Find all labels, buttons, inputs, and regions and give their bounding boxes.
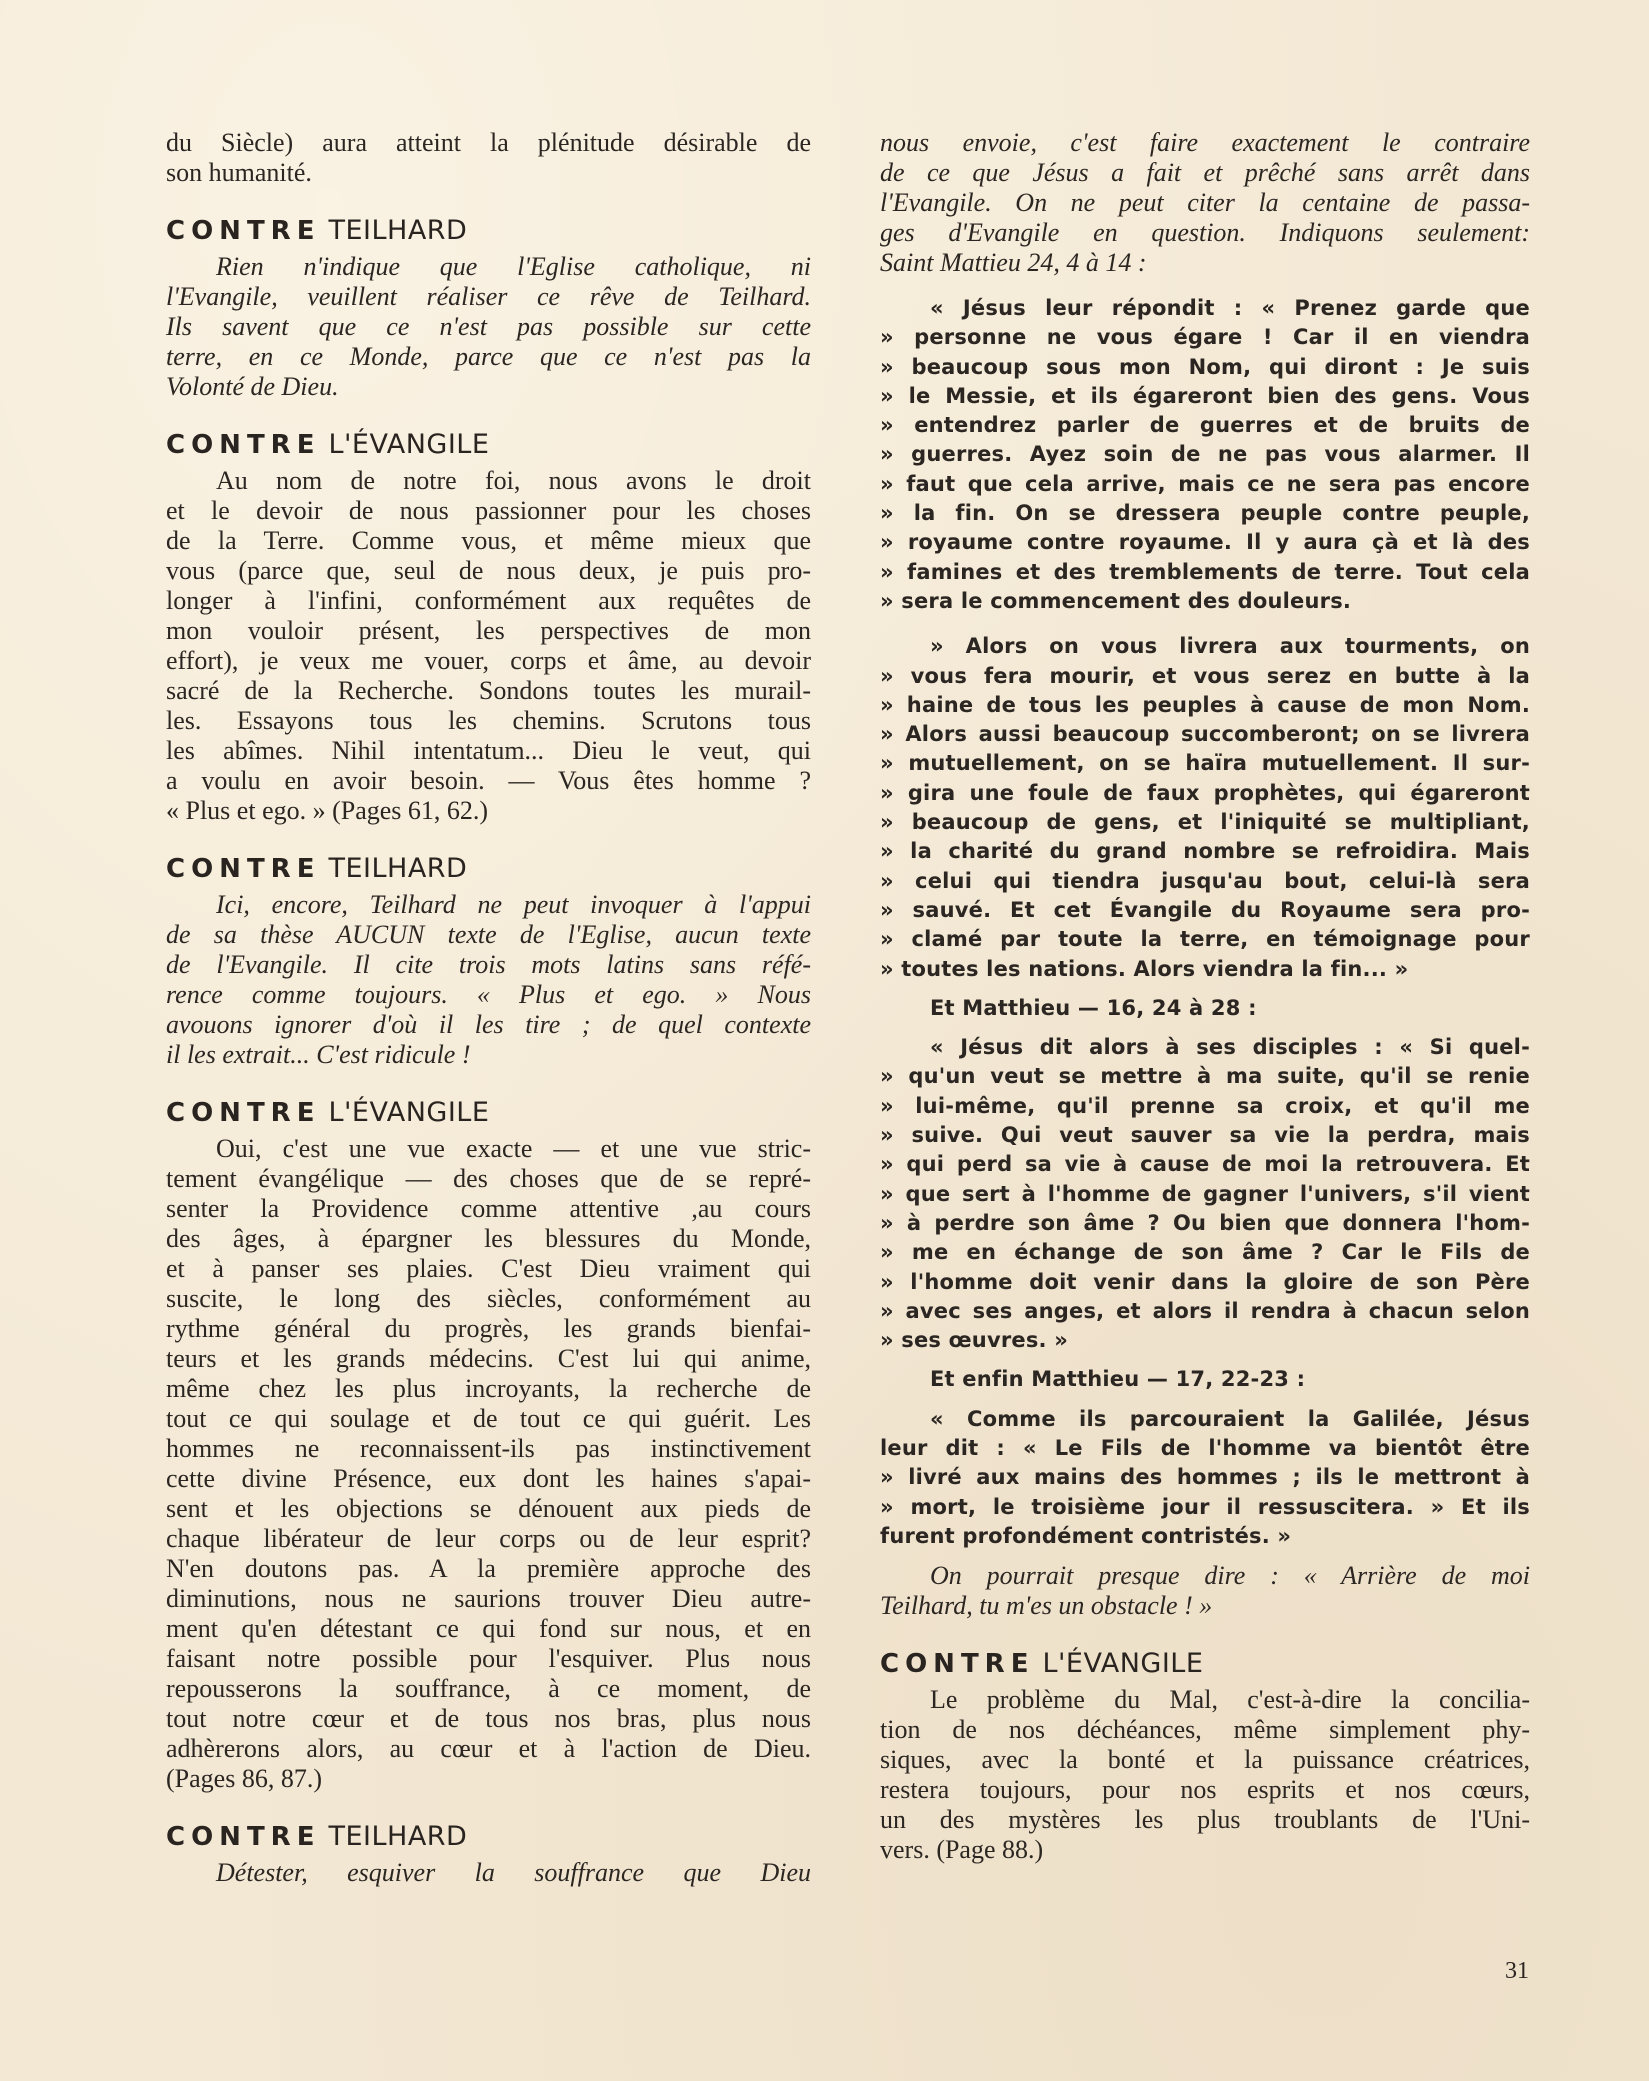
text-line: » lui-même, qu'il prenne sa croix, et qu'il me <box>880 1093 1530 1118</box>
text-line: » mort, le troisième jour il ressuscitera. » Et ils <box>880 1494 1530 1519</box>
heading-keyword: CONTRE <box>880 1649 1035 1680</box>
scripture-reference <box>880 1365 1530 1394</box>
heading-keyword: CONTRE <box>166 430 321 460</box>
text-line: Oui, c'est une vue exacte — et une vue stric- <box>216 1134 811 1163</box>
text-line: ment qu'en détestant ce qui fond sur nous, et en <box>166 1614 811 1643</box>
text-line: » à perdre son âme ? Ou bien que donnera l'hom- <box>880 1210 1530 1235</box>
text-line: Au nom de notre foi, nous avons le droit <box>216 466 811 495</box>
text-line: On pourrait presque dire : « Arrière de moi <box>930 1561 1530 1591</box>
text-line: » qu'un veut se mettre à ma suite, qu'il se renie <box>880 1064 1530 1089</box>
text-line: tout notre cœur et de tous nos bras, plus nous <box>166 1704 811 1733</box>
section-body <box>166 1858 811 1888</box>
text-line: il les extrait... C'est ridicule ! <box>166 1040 471 1069</box>
text-line: tement évangélique — des choses que de se repré- <box>166 1164 811 1193</box>
text-line: » livré aux mains des hommes ; ils le mettront à <box>880 1465 1530 1490</box>
text-line: l'Evangile. On ne peut citer la centaine de passa- <box>880 188 1530 217</box>
text-line: leur dit : « Le Fils de l'homme va bientôt être <box>880 1435 1530 1460</box>
text-line: » que sert à l'homme de gagner l'univers, s'il vient <box>880 1181 1530 1206</box>
text-line: » royaume contre royaume. Il y aura çà et là des <box>880 530 1530 555</box>
text-line: » le Messie, et ils égareront bien des gens. Vous <box>880 383 1530 408</box>
heading-target: L'ÉVANGILE <box>328 429 490 460</box>
scripture-quote <box>880 294 1530 616</box>
heading-target: TEILHARD <box>328 853 468 884</box>
text-line: Ici, encore, Teilhard ne peut invoquer à l'appui <box>216 890 811 919</box>
text-line: rythme général du progrès, les grands bienfai- <box>166 1314 811 1343</box>
text-line: Saint Mattieu 24, 4 à 14 : <box>880 248 1147 277</box>
text-line: vers. (Page 88.) <box>880 1835 1044 1865</box>
text-line: furent profondément contristés. » <box>880 1523 1292 1548</box>
text-line: (Pages 86, 87.) <box>166 1764 322 1793</box>
text-line: terre, en ce Monde, parce que ce n'est pas la <box>166 342 811 371</box>
continuation-paragraph <box>880 128 1530 278</box>
text-line: » ses œuvres. » <box>880 1328 1069 1353</box>
text-line: les abîmes. Nihil intentatum... Dieu le veut, qui <box>166 736 811 765</box>
section-heading <box>880 1647 1530 1681</box>
text-line: sacré de la Recherche. Sondons toutes les murail- <box>166 676 811 705</box>
text-line: » Alors aussi beaucoup succomberont; on se livrera <box>880 722 1530 747</box>
text-line: rence comme toujours. « Plus et ego. » Nous <box>166 980 811 1009</box>
text-line: et à panser ses plaies. C'est Dieu vraiment qui <box>166 1254 811 1283</box>
text-line: effort), je veux me vouer, corps et âme, au devoir <box>166 646 811 675</box>
text-line: » me en échange de son âme ? Car le Fils de <box>880 1240 1530 1265</box>
section-body <box>166 466 811 826</box>
text-line: « Jésus leur répondit : « Prenez garde que <box>930 296 1530 320</box>
text-line: a voulu en avoir besoin. — Vous êtes homme ? <box>166 766 811 795</box>
text-line: restera toujours, pour nos esprits et nos cœurs, <box>880 1775 1530 1805</box>
text-line: Rien n'indique que l'Eglise catholique, ni <box>216 252 811 281</box>
text-line: » entendrez parler de guerres et de bruits de <box>880 413 1530 438</box>
text-line: Ils savent que ce n'est pas possible sur cette <box>166 312 811 341</box>
text-line: » la fin. On se dressera peuple contre peuple, <box>880 501 1530 526</box>
text-line: longer à l'infini, conformément aux requêtes de <box>166 586 811 615</box>
text-line: adhèrerons alors, au cœur et à l'action de Dieu. <box>166 1734 811 1763</box>
text-line: faisant notre possible pour l'esquiver. Plus nous <box>166 1644 811 1673</box>
section-heading <box>166 852 811 886</box>
section-heading <box>166 428 811 462</box>
heading-target: L'ÉVANGILE <box>1042 1648 1204 1680</box>
text-line: » beaucoup sous mon Nom, qui diront : Je suis <box>880 354 1530 379</box>
text-line: » sera le commencement des douleurs. <box>880 588 1352 613</box>
section-heading <box>166 1820 811 1854</box>
text-line: suscite, le long des siècles, conformément au <box>166 1284 811 1313</box>
text-line: nous envoie, c'est faire exactement le contraire <box>880 128 1530 157</box>
text-line: » sauvé. Et cet Évangile du Royaume sera pro- <box>880 897 1530 922</box>
text-line: des âges, à épargner les blessures du Monde, <box>166 1224 811 1253</box>
text-line: teurs et les grands médecins. C'est lui qui anime, <box>166 1344 811 1373</box>
text-line: « Comme ils parcouraient la Galilée, Jésus <box>930 1406 1530 1431</box>
text-line: de l'Evangile. Il cite trois mots latins sans réfé- <box>166 950 811 979</box>
text-line: Détester, esquiver la souffrance que Dieu <box>216 1858 811 1887</box>
text-line: » beaucoup de gens, et l'iniquité se multipliant, <box>880 810 1530 835</box>
text-line: avouons ignorer d'où il les tire ; de quel contexte <box>166 1010 811 1039</box>
text-line: mon vouloir présent, les perspectives de mon <box>166 616 811 645</box>
text-line: siques, avec la bonté et la puissance créatrices, <box>880 1745 1530 1775</box>
text-line: Volonté de Dieu. <box>166 372 339 401</box>
text-line: de ce que Jésus a fait et prêché sans arrêt dans <box>880 158 1530 187</box>
text-line: Le problème du Mal, c'est-à-dire la concilia- <box>930 1685 1530 1715</box>
text-line: les. Essayons tous les chemins. Scrutons tous <box>166 706 811 735</box>
heading-target: TEILHARD <box>328 1821 468 1852</box>
text-line: » la charité du grand nombre se refroidira. Mais <box>880 839 1530 864</box>
section-body <box>166 890 811 1070</box>
text-line: » Alors on vous livrera aux tourments, on <box>930 634 1530 659</box>
text-line: senter la Providence comme attentive ,au cours <box>166 1194 811 1223</box>
text-line: chaque libérateur de leur corps ou de leur esprit? <box>166 1524 811 1553</box>
text-line: » faut que cela arrive, mais ce ne sera pas encore <box>880 471 1530 496</box>
section-body <box>166 1134 811 1794</box>
intro-paragraph <box>166 128 811 188</box>
page-number: 31 <box>1505 1958 1529 1984</box>
text-line: » qui perd sa vie à cause de moi la retrouvera. Et <box>880 1152 1530 1177</box>
right-column <box>880 128 1530 1865</box>
section-body <box>166 252 811 402</box>
text-line: Et Matthieu — 16, 24 à 28 : <box>930 995 1257 1020</box>
text-line: « Jésus dit alors à ses disciples : « Si quel- <box>930 1035 1530 1060</box>
text-line: N'en doutons pas. A la première approche des <box>166 1554 811 1583</box>
text-line: » suive. Qui veut sauver sa vie la perdra, mais <box>880 1123 1530 1148</box>
text-line: » personne ne vous égare ! Car il en viendra <box>880 325 1530 350</box>
text-line: tout ce qui soulage et de tout ce qui guérit. Les <box>166 1404 811 1433</box>
text-line: » l'homme doit venir dans la gloire de son Père <box>880 1269 1530 1294</box>
text-line: » famines et des tremblements de terre. Tout cela <box>880 559 1530 584</box>
left-column <box>166 128 811 1888</box>
scripture-quote <box>880 1405 1530 1551</box>
heading-keyword: CONTRE <box>166 1098 321 1128</box>
text-line: du Siècle) aura atteint la plénitude désirable de <box>166 128 811 157</box>
text-line: hommes ne reconnaissent-ils pas instinctivement <box>166 1434 811 1463</box>
section-heading <box>166 1096 811 1130</box>
text-line: vous (parce que, seul de nous deux, je puis pro- <box>166 556 811 585</box>
text-line: sent et les objections se dénouent aux pieds de <box>166 1494 811 1523</box>
heading-keyword: CONTRE <box>166 1822 321 1852</box>
text-line: » gira une foule de faux prophètes, qui égareront <box>880 780 1530 805</box>
text-line: » guerres. Ayez soin de ne pas vous alarmer. Il <box>880 442 1530 467</box>
text-line: repousserons la souffrance, à ce moment, de <box>166 1674 811 1703</box>
text-line: même chez les plus incroyants, la recherche de <box>166 1374 811 1403</box>
text-line: Et enfin Matthieu — 17, 22-23 : <box>930 1367 1306 1392</box>
text-line: » mutuellement, on se haïra mutuellement. Il sur- <box>880 751 1530 776</box>
heading-target: L'ÉVANGILE <box>328 1097 490 1128</box>
section-heading <box>166 214 811 248</box>
text-line: Teilhard, tu m'es un obstacle ! » <box>880 1591 1213 1621</box>
text-line: » toutes les nations. Alors viendra la fin... » <box>880 956 1409 981</box>
text-line: » clamé par toute la terre, en témoignage pour <box>880 927 1530 952</box>
text-line: un des mystères les plus troublants de l'Uni- <box>880 1805 1530 1835</box>
text-line: diminutions, nous ne saurions trouver Dieu autre- <box>166 1584 811 1613</box>
heading-keyword: CONTRE <box>166 854 321 884</box>
text-line: son humanité. <box>166 158 312 187</box>
section-body <box>880 1685 1530 1865</box>
text-line: cette divine Présence, eux dont les haines s'apai- <box>166 1464 811 1493</box>
text-line: » vous fera mourir, et vous serez en butte à la <box>880 663 1530 688</box>
scripture-quote <box>880 632 1530 984</box>
text-line: « Plus et ego. » (Pages 61, 62.) <box>166 796 489 825</box>
heading-keyword: CONTRE <box>166 216 321 246</box>
author-comment <box>880 1561 1530 1621</box>
text-line: et le devoir de nous passionner pour les choses <box>166 496 811 525</box>
text-line: tion de nos déchéances, même simplement phy- <box>880 1715 1530 1745</box>
text-line: » haine de tous les peuples à cause de mon Nom. <box>880 692 1530 717</box>
scripture-quote <box>880 1033 1530 1355</box>
text-line: » celui qui tiendra jusqu'au bout, celui-là sera <box>880 868 1530 893</box>
heading-target: TEILHARD <box>328 215 468 246</box>
text-line: l'Evangile, veuillent réaliser ce rêve de Teilhard. <box>166 282 811 311</box>
text-line: de sa thèse AUCUN texte de l'Eglise, aucun texte <box>166 920 811 949</box>
text-line: » avec ses anges, et alors il rendra à chacun selon <box>880 1298 1530 1323</box>
text-line: de la Terre. Comme vous, et même mieux que <box>166 526 811 555</box>
scripture-reference <box>880 994 1530 1023</box>
text-line: ges d'Evangile en question. Indiquons seulement: <box>880 218 1530 247</box>
